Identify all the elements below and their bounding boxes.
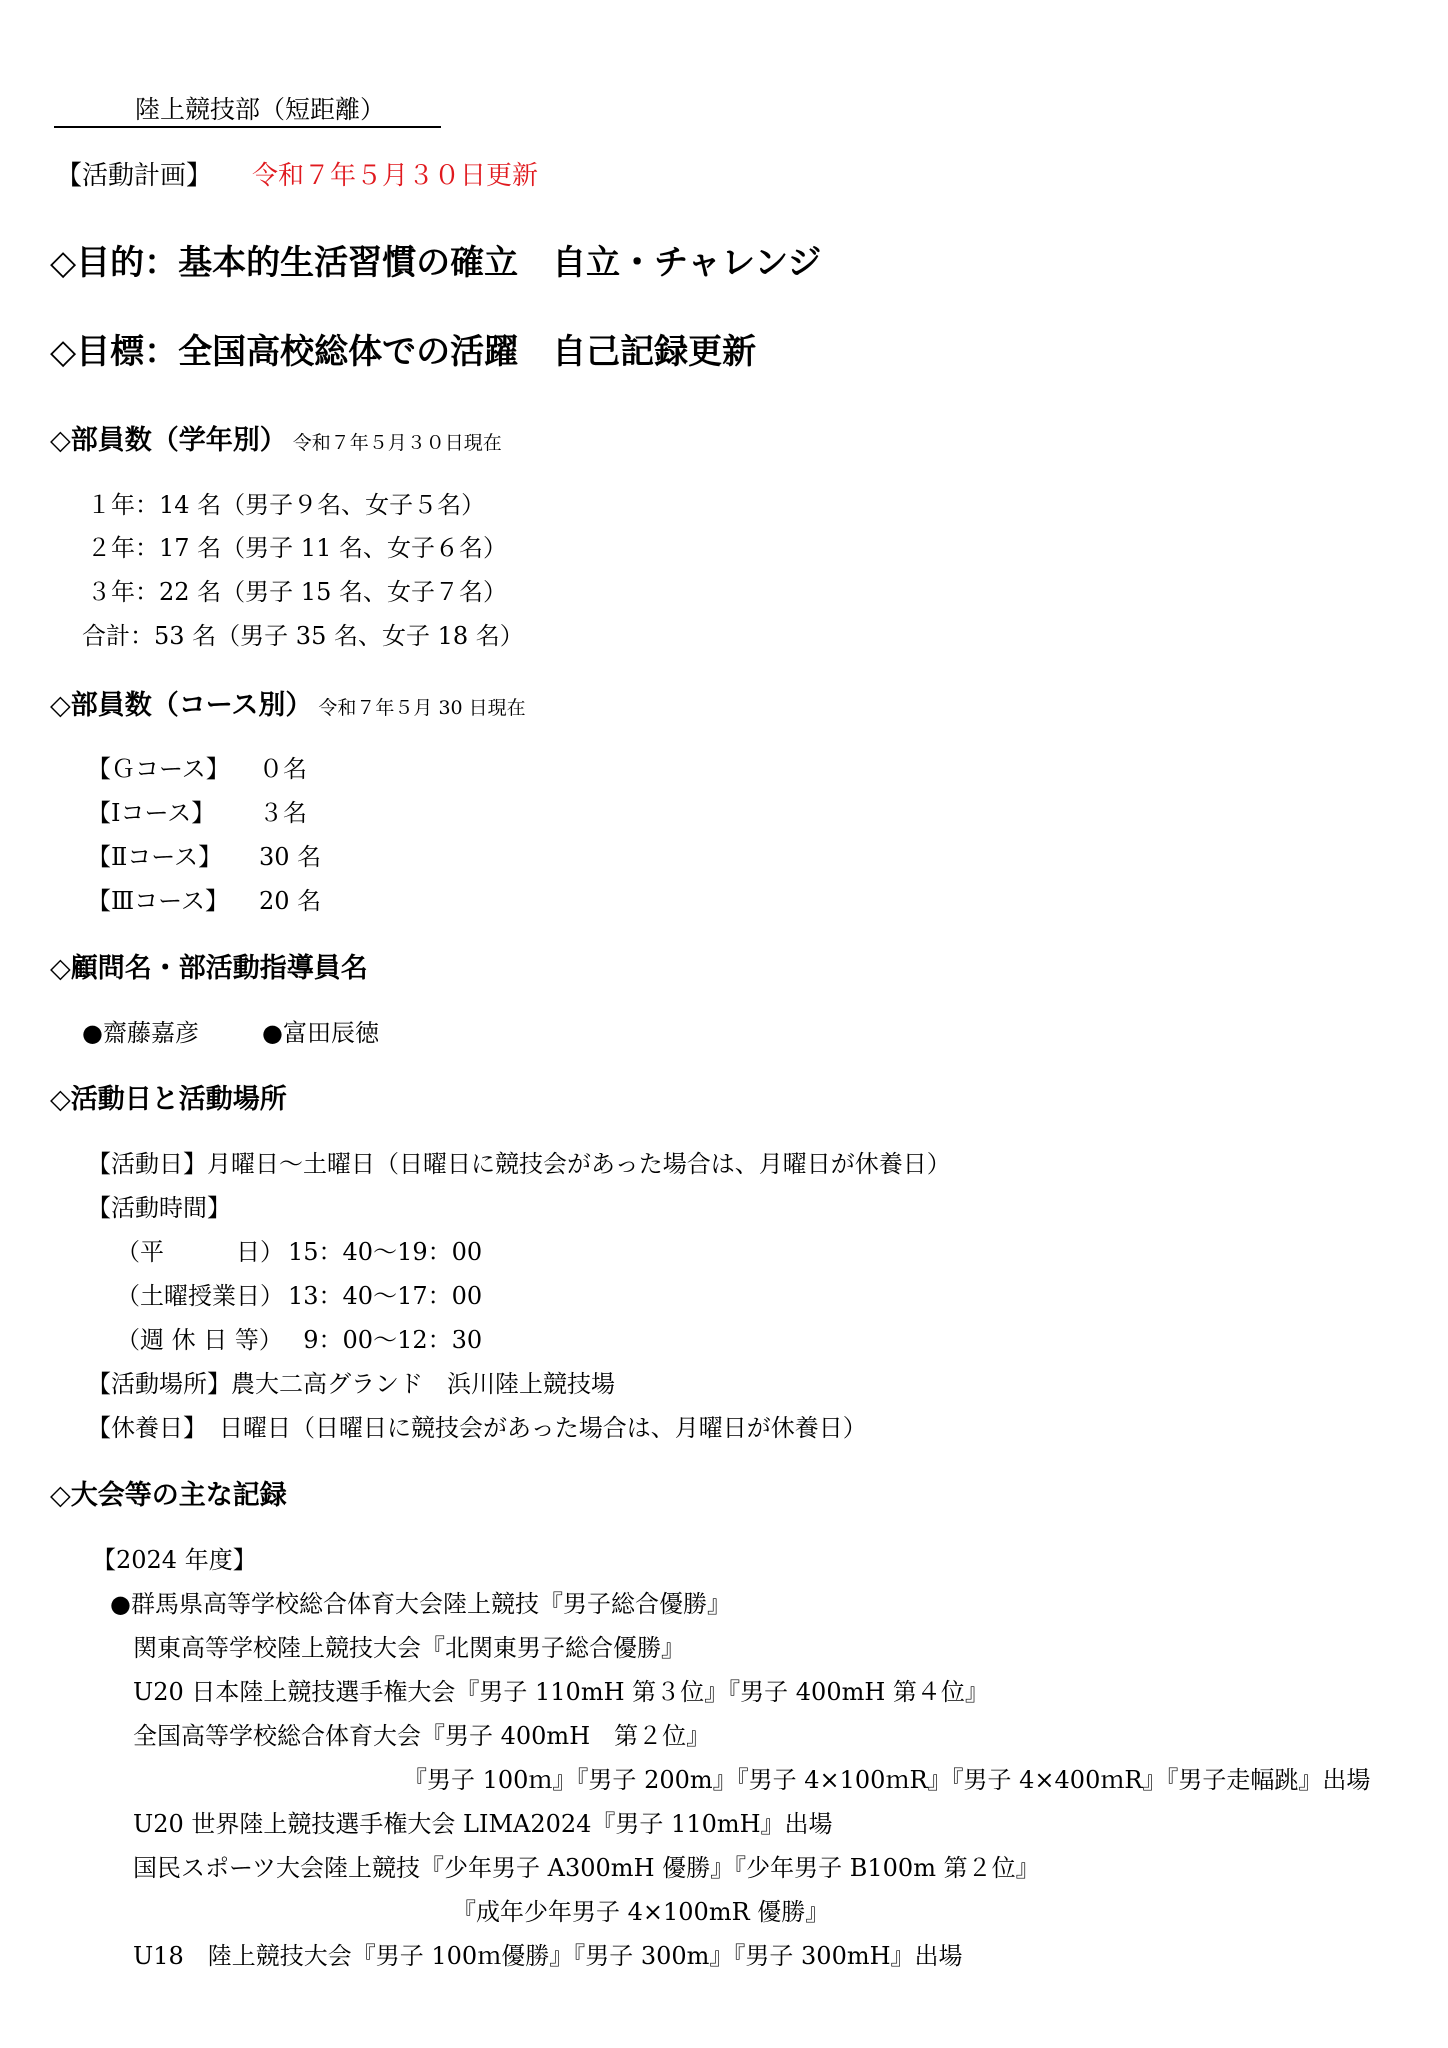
activity-place: 【活動場所】農大二高グランド 浜川陸上競技場 [87, 1370, 615, 1398]
course-name: 【Ｇコース】 [87, 755, 230, 783]
course-count: 30 名 [259, 843, 322, 871]
record-item: 関東高等学校陸上競技大会『北関東男子総合優勝』 [133, 1634, 685, 1662]
grade-row-3: ３年：22 名（男子 15 名、女子７名） [87, 578, 507, 606]
hours-time: 15：40～19：00 [288, 1238, 483, 1266]
hours-when: （平 日） [116, 1238, 284, 1266]
course-name: 【Ⅱコース】 [87, 843, 223, 871]
advisor-names [82, 1021, 379, 1045]
records-heading: ◇大会等の主な記録 [50, 1480, 287, 1511]
plan-label: 【活動計画】 [56, 161, 213, 191]
record-item: U20 日本陸上競技選手権大会『男子 110mH 第３位』『男子 400mH 第４位』 [133, 1678, 989, 1706]
course-count: ０名 [259, 755, 307, 783]
advisor-name: ●齋藤嘉彦 [82, 1019, 199, 1047]
members-grade-title: ◇部員数（学年別） [50, 425, 287, 456]
club-name: 陸上競技部（短距離） [135, 95, 386, 124]
header-underline [54, 126, 441, 128]
course-row [87, 845, 321, 869]
records-year: 【2024 年度】 [92, 1546, 257, 1574]
hours-row [116, 1240, 482, 1264]
grade-row-2: ２年：17 名（男子 11 名、女子６名） [87, 534, 507, 562]
course-row [87, 801, 307, 825]
hours-time: 9：00～12：30 [288, 1326, 483, 1354]
updated-date: 令和７年５月３０日更新 [252, 161, 539, 191]
record-item: 国民スポーツ大会陸上競技『少年男子 A300mH 優勝』『少年男子 B100m 第２位』 [133, 1854, 1040, 1882]
rest-day: 【休養日】 日曜日（日曜日に競技会があった場合は、月曜日が休養日） [87, 1414, 867, 1442]
record-item: 『成年少年男子 4×100mR 優勝』 [452, 1898, 830, 1926]
activity-heading: ◇活動日と活動場所 [50, 1084, 287, 1115]
course-row [87, 889, 321, 913]
advisors-heading: ◇顧問名・部活動指導員名 [50, 953, 368, 984]
members-course-title: ◇部員数（コース別） [50, 690, 313, 721]
members-grade-asof: 令和７年５月３０日現在 [292, 432, 502, 454]
course-count: 20 名 [259, 887, 322, 915]
record-item: U20 世界陸上競技選手権大会 LIMA2024『男子 110mH』出場 [133, 1810, 833, 1838]
grade-row-1: １年：14 名（男子９名、女子５名） [87, 491, 486, 519]
advisor-name: ●富田辰徳 [262, 1019, 379, 1047]
activity-hours-label: 【活動時間】 [87, 1194, 231, 1222]
course-name: 【Ⅰコース】 [87, 799, 216, 827]
members-grade-heading [50, 427, 502, 454]
record-item: U18 陸上競技大会『男子 100ｍ優勝』『男子 300m』『男子 300mH』出場 [133, 1942, 963, 1970]
members-course-asof: 令和７年５月 30 日現在 [318, 697, 526, 719]
members-course-heading [50, 692, 526, 719]
hours-row [116, 1328, 482, 1352]
course-name: 【Ⅲコース】 [87, 887, 229, 915]
record-item: ●群馬県高等学校総合体育大会陸上競技『男子総合優勝』 [110, 1590, 731, 1618]
record-item: 全国高等学校総合体育大会『男子 400mH 第２位』 [133, 1722, 711, 1750]
hours-when: （土曜授業日） [116, 1282, 284, 1310]
hours-row [116, 1284, 482, 1308]
course-count: ３名 [259, 799, 307, 827]
purpose: ◇目的：基本的生活習慣の確立 自立・チャレンジ [50, 243, 822, 283]
grade-row-total: 合計：53 名（男子 35 名、女子 18 名） [82, 622, 524, 650]
hours-time: 13：40～17：00 [288, 1282, 483, 1310]
record-item: 『男子 100ｍ』『男子 200m』『男子 4×100ｍR』『男子 4×400ｍR』『男子走幅跳』出場 [403, 1766, 1371, 1794]
activity-days: 【活動日】月曜日～土曜日（日曜日に競技会があった場合は、月曜日が休養日） [87, 1150, 951, 1178]
course-row [87, 757, 307, 781]
goal: ◇目標：全国高校総体での活躍 自己記録更新 [50, 332, 757, 372]
activity-plan-heading [56, 163, 538, 189]
hours-when: （週 休 日 等） [116, 1326, 283, 1354]
